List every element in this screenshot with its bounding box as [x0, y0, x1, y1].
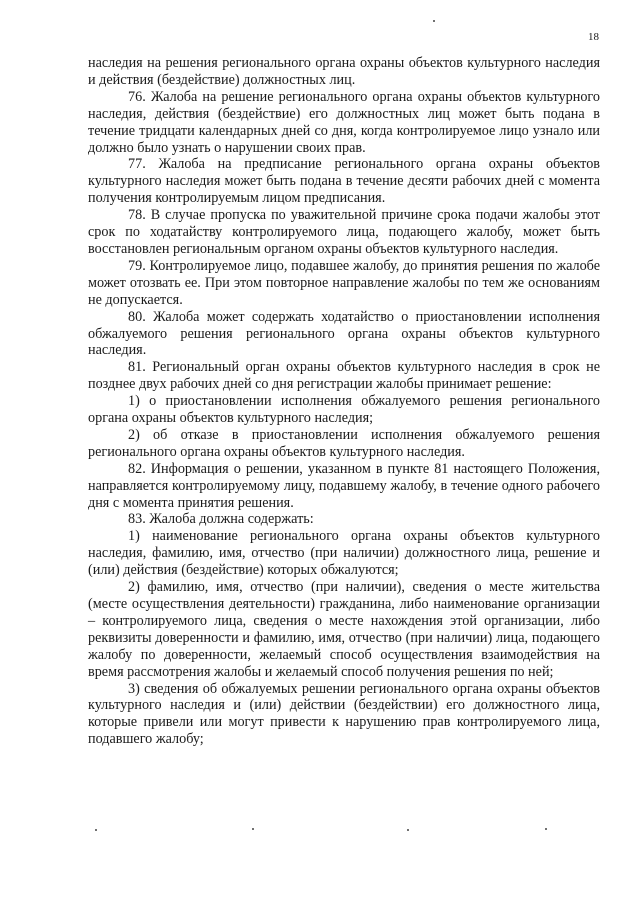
paragraph-83-item-2: 2) фамилию, имя, отчество (при наличии), сведения о месте жительства (месте осуществления деятельности) гражданина, либо наименование организации – контролируемого лица, сведения о месте нахождения этой организации, либо реквизиты доверенности и фамилию, имя, отчество (при наличии) лица, подающего жалобу по доверенности, желаемый способ осуществления взаимодействия на время рассмотрения жалобы и желаемый способ получения решения по ней;: [88, 579, 600, 680]
paragraph-80: 80. Жалоба может содержать ходатайство о приостановлении исполнения обжалуемого решения регионального органа охраны объектов культурного наследия.: [88, 308, 600, 359]
paragraph-81: 81. Региональный орган охраны объектов культурного наследия в срок не позднее двух рабочих дней со дня регистрации жалобы принимает решение:: [88, 359, 600, 393]
paragraph-83-item-3: 3) сведения об обжалуемых решении регионального органа охраны объектов культурного наследия и (или) действии (бездействии) его должностного лица, которые привели или могут привести к нарушению прав контролируемого лица, подавшего жалобу;: [88, 680, 600, 748]
paragraph-83-item-1: 1) наименование регионального органа охраны объектов культурного наследия, фамилию, имя, отчество (при наличии) должностного лица, решение и (или) действия (бездействие) которых обжалуются;: [88, 528, 600, 579]
scan-speck: [252, 828, 254, 830]
paragraph-81-item-2: 2) об отказе в приостановлении исполнения обжалуемого решения регионального органа охраны объектов культурного наследия.: [88, 426, 600, 460]
paragraph-82: 82. Информация о решении, указанном в пункте 81 настоящего Положения, направляется контролируемому лицу, подавшему жалобу, в течение одного рабочего дня с момента принятия решения.: [88, 460, 600, 511]
paragraph-continuation: наследия на решения регионального органа охраны объектов культурного наследия и действия (бездействие) должностных лиц.: [88, 55, 600, 88]
paragraph-83: 83. Жалоба должна содержать:: [128, 511, 314, 528]
paragraph-76: 76. Жалоба на решение регионального органа охраны объектов культурного наследия, действия (бездействие) его должностных лиц может быть подана в течение тридцати календарных дней со дня, когда контролируемое лицо узнало или должно было узнать о нарушении своих прав.: [88, 88, 600, 156]
document-body: [88, 55, 600, 748]
paragraph-77: 77. Жалоба на предписание регионального органа охраны объектов культурного наследия может быть подана в течение десяти рабочих дней с момента получения контролируемым лицом предписания.: [88, 156, 600, 207]
page-number: 18: [588, 31, 599, 43]
scan-speck: [407, 829, 409, 831]
paragraph-81-item-1: 1) о приостановлении исполнения обжалуемого решения регионального органа охраны объектов культурного наследия;: [88, 393, 600, 427]
paragraph-78: 78. В случае пропуска по уважительной причине срока подачи жалобы этот срок по ходатайству контролируемого лица, подающего жалобу, может быть восстановлен региональным органом охраны объектов культурного наследия.: [88, 207, 600, 257]
scan-speck: [95, 829, 97, 831]
scan-speck: [545, 828, 547, 830]
paragraph-79: 79. Контролируемое лицо, подавшее жалобу, до принятия решения по жалобе может отозвать ее. При этом повторное направление жалобы по тем же основаниям не допускается.: [88, 257, 600, 308]
scan-speck: [433, 20, 435, 22]
